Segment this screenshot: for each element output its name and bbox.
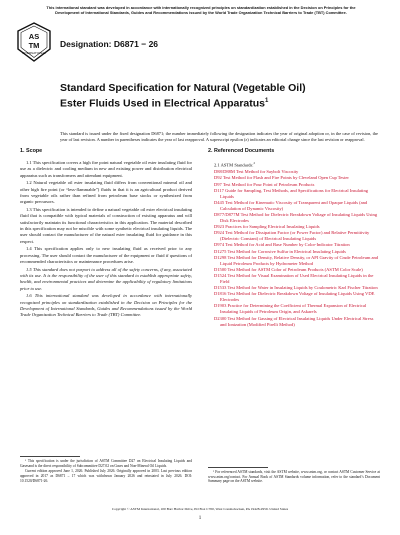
- reference-item: [208, 303, 380, 315]
- reference-code-link[interactable]: D97: [214, 181, 222, 187]
- reference-title: Test Method for Acid and Base Number by Color-Indicator Titration: [225, 242, 350, 248]
- reference-code-link[interactable]: D445: [214, 199, 225, 205]
- right-column: [208, 148, 380, 328]
- footnote-1: [20, 459, 192, 485]
- reference-item: [208, 316, 380, 328]
- section-heading-referenced-documents: 2. Referenced Documents: [208, 148, 275, 154]
- wto-paragraph: 1.6 This international standard was developed in accordance with internationally recognized principles on standardization established in the Decision on Principles for the Development of International Standards, Guides and Recommendations issued by the World Trade Organization Technical Barriers to Trade (TBT) Committee.: [20, 293, 192, 318]
- reference-code-link[interactable]: D923: [214, 224, 225, 230]
- footnote-rule: [20, 456, 80, 457]
- reference-code-link[interactable]: D1500: [214, 266, 227, 272]
- reference-code-link[interactable]: D117: [214, 187, 224, 193]
- page-number: 1: [198, 516, 202, 521]
- reference-title: Test Method for ASTM Color of Petroleum Products (ASTM Color Scale): [227, 266, 363, 272]
- safety-paragraph: 1.5 This standard does not purport to address all of the safety concerns, if any, associated with its use. It is the responsibility of the user of this standard to establish appropriate safety, health, and environmental practices and determine the applicability of regulatory limitations prior to use.: [20, 266, 192, 291]
- astm-standards-subheading: [214, 160, 380, 169]
- reference-code-link[interactable]: D92: [214, 175, 222, 181]
- reference-title: Test Method for Kinematic Viscosity of Transparent and Opaque Liquids (and Calculation of Dynamic Viscosity): [220, 199, 368, 211]
- scope-paragraph: 1.3 This specification is intended to define a natural vegetable oil ester electrical insulating fluid that is compatible with typical materials of construction of existing apparatus and will satisfactorily maintain its functional characteristics in this application. The material described in this specification may not be miscible with some synthetic electrical insulating liquids. The user should contact the manufacturer of the natural ester insulating fluid for guidance in this respect.: [20, 207, 192, 244]
- reference-item: [208, 255, 380, 267]
- reference-code-link[interactable]: D88/D88M: [214, 169, 235, 175]
- reference-code-link[interactable]: D1533: [214, 285, 227, 291]
- reference-code-link[interactable]: D877/D877M: [214, 211, 240, 217]
- title-text: Standard Specification for Natural (Vegetable Oil) Ester Fluids Used in Electrical Apparatus: [60, 82, 306, 109]
- svg-text:TM: TM: [28, 41, 40, 50]
- reference-code-link[interactable]: D1524: [214, 272, 227, 278]
- reference-item: [208, 230, 380, 242]
- reference-title: Test Method for Pour Point of Petroleum Products: [222, 181, 315, 187]
- reference-title: Test Method for Dielectric Breakdown Voltage of Insulating Liquids Using Disk Electrodes: [220, 211, 378, 224]
- reference-title: Test Method for Dissipation Factor (or Power Factor) and Relative Permittivity (Dielectric Constant) of Electrical Insulating Liquids: [220, 230, 370, 242]
- footnote-text: ¹ This specification is under the jurisdiction of ASTM Committee D27 on Electrical Insulating Liquids and Gasesand is the direct responsibility of Subcommittee D27.02 on Gases and Non-Mineral Oil Liquids.: [20, 459, 192, 468]
- reference-item: [208, 273, 380, 285]
- reference-item: [208, 291, 380, 303]
- reference-title: Test Method for Dielectric Breakdown Voltage of Insulating Liquids Using VDE Electrodes: [220, 291, 375, 303]
- reference-code-link[interactable]: D1275: [214, 248, 227, 254]
- reference-title: Practices for Sampling Electrical Insulating Liquids: [225, 224, 320, 230]
- reference-title: Test Method for Visual Examination of Used Electrical Insulating Liquids in the Field: [220, 272, 374, 284]
- scope-paragraph: 1.2 Natural vegetable oil ester insulating fluid differs from conventional mineral oil and other high fire point (or “less-flammable”) fluids in that it is an agricultural product derived from vegetable oils rather than refined from petroleum base stocks or synthesized from organic precursors.: [20, 180, 192, 205]
- svg-text:INTERNATIONAL: INTERNATIONAL: [22, 51, 46, 55]
- copyright-line: Copyright © ASTM International, 100 Barr Harbor Drive, PO Box C700, West Conshohocken, PA 19428-2959. United States: [111, 507, 289, 511]
- reference-code-link[interactable]: D924: [214, 230, 225, 236]
- title-footnote-marker: 1: [265, 97, 269, 104]
- reference-title: Test Method for Saybolt Viscosity: [236, 169, 299, 175]
- reference-code-link[interactable]: D2300: [214, 315, 227, 321]
- designation: Designation: D6871 − 26: [60, 39, 159, 49]
- footnote-rule: [208, 467, 268, 468]
- reference-code-link[interactable]: D1903: [214, 303, 227, 309]
- reference-title: Test Method for Water in Insulating Liquids by Coulometric Karl Fischer Titration: [227, 285, 378, 291]
- reference-item: [208, 200, 380, 212]
- issuance-statement: This standard is issued under the fixed designation D6871; the number immediately following the designation indicates the year of original adoption or, in the case of revision, the year of last revision. A number in parentheses indicates the year of last reapproval. A superscript epsilon (ε) indicates an editorial change since the last revision or reapproval.: [60, 131, 378, 142]
- footnote-text: Current edition approved June 1, 2026. Published July 2026. Originally approved in 2003. Last previous edition approved in 2017 as D6871 – 17 which was withdrawn January 2026 and reinstated in July 2026. DOI: 10.1520/D6871-26.: [20, 469, 192, 483]
- reference-code-link[interactable]: D1816: [214, 291, 227, 297]
- reference-item: [208, 188, 380, 200]
- reference-title: Test Method for Flash and Fire Points by Cleveland Open Cup Tester: [222, 175, 349, 181]
- section-heading-scope: 1. Scope: [20, 148, 43, 154]
- svg-text:AS: AS: [28, 32, 40, 41]
- document-title: [60, 82, 310, 110]
- reference-list: [208, 169, 380, 327]
- tbt-notice: This international standard was developed in accordance with internationally recognized principles on standardization established in the Decision on Principles for the Development of International Standards, Guides and Recommendations issued by the World Trade Organization Technical Barriers to Trade (TBT) Committee.: [46, 5, 356, 15]
- reference-code-link[interactable]: D974: [214, 242, 225, 248]
- left-column: [20, 148, 192, 320]
- scope-paragraph: 1.1 This specification covers a high fire point natural vegetable oil ester insulating fluid for use as a dielectric and cooling medium in new and existing power and distribution electrical apparatus such as transformers and attendant equipment.: [20, 160, 192, 178]
- reference-title: Guide for Sampling, Test Methods, and Specifications for Electrical Insulating Liquids: [220, 187, 368, 199]
- footnote-marker: 2: [253, 161, 256, 165]
- scope-paragraph: 1.4 This specification applies only to new insulating fluid as received prior to any processing. The user should contact the manufacturer of the equipment or fluid if questions of recommended characteristics or maintenance procedures arise.: [20, 246, 192, 264]
- reference-title: Test Method for Gassing of Electrical Insulating Liquids Under Electrical Stress and Ionization (Modified Pirelli Method): [220, 315, 374, 327]
- footnote-2: [208, 470, 380, 485]
- reference-title: Test Method for Density, Relative Density, or API Gravity of Crude Petroleum and Liquid Petroleum Products by Hydrometer Method: [220, 254, 379, 266]
- reference-item: [208, 212, 380, 224]
- reference-code-link[interactable]: D1298: [214, 254, 227, 260]
- reference-title: Practice for Determining the Coefficient of Thermal Expansion of Electrical Insulating Liquids of Petroleum Origin, and Askarels: [220, 303, 367, 315]
- reference-title: Test Method for Corrosive Sulfur in Electrical Insulating Liquids: [227, 248, 346, 254]
- footnote-text: ² For referenced ASTM standards, visit the ASTM website, www.astm.org, or contact ASTM Customer Service at www.astm.org/contact. For Annual Book of ASTM Standards volume information, refer to the standard’s Document Summary page on the ASTM website.: [208, 470, 380, 484]
- astm-standards-label: 2.1 ASTM Standards:: [214, 162, 254, 168]
- astm-logo-icon: [16, 22, 52, 62]
